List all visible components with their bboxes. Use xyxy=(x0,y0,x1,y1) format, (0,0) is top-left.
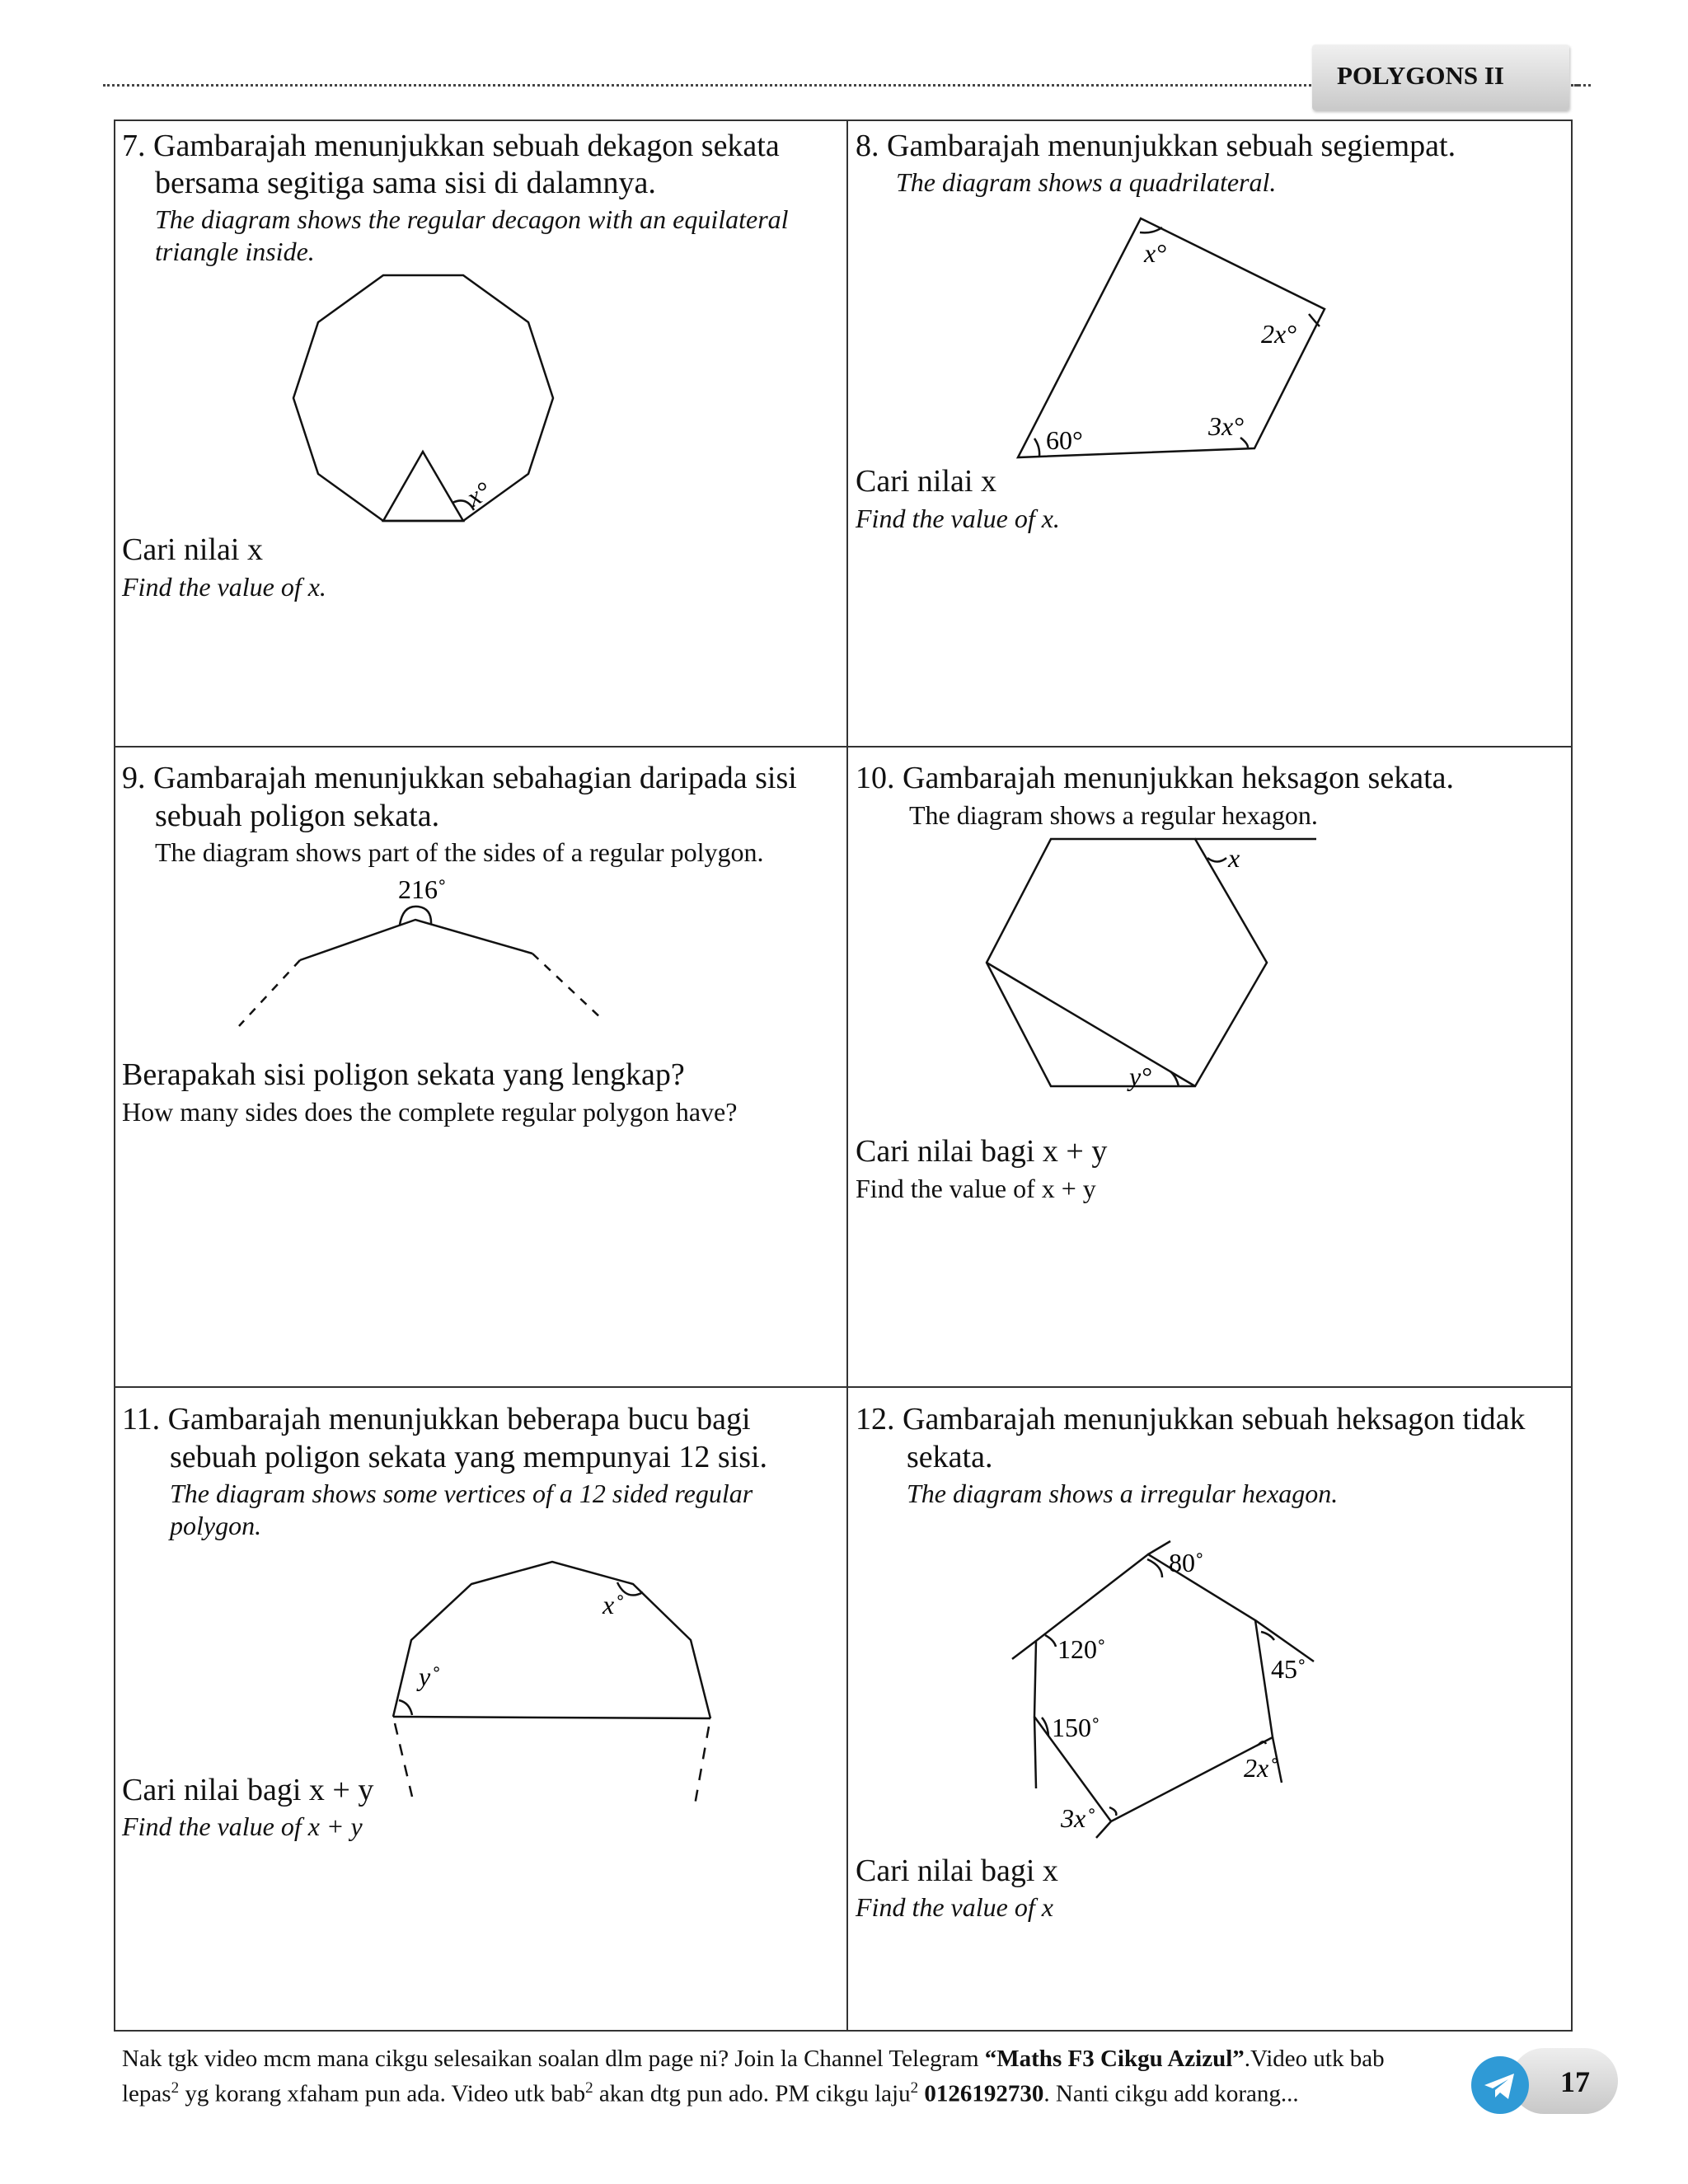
q12-label-45: 45˚ xyxy=(1271,1654,1306,1684)
telegram-plane-icon xyxy=(1471,2056,1529,2114)
q11-ask-english: Find the value of x + y xyxy=(122,1811,363,1841)
q7-english-line1: The diagram shows the regular decagon with an equilateral xyxy=(155,204,789,234)
q10-label-y: y° xyxy=(1129,1062,1151,1091)
q11-english-line1: The diagram shows some vertices of a 12 sided regular xyxy=(170,1479,753,1508)
q12-ask-english: Find the value of x xyxy=(856,1892,1053,1922)
chapter-title: POLYGONS II xyxy=(1337,61,1504,90)
q10-title-line1: 10. Gambarajah menunjukkan heksagon sekata. xyxy=(856,761,1454,795)
q12-label-80: 80˚ xyxy=(1169,1548,1204,1577)
q8-title-line1: 8. Gambarajah menunjukkan sebuah segiempat. xyxy=(856,129,1456,163)
q8-ask-english: Find the value of x. xyxy=(856,504,1060,533)
q11-title-line1: 11. Gambarajah menunjukkan beberapa bucu bagi xyxy=(122,1402,751,1436)
q11-title-line2: sebuah poligon sekata yang mempunyai 12 sisi. xyxy=(170,1440,768,1474)
q12-label-120: 120˚ xyxy=(1057,1634,1106,1664)
footer-text: .Video utk bab xyxy=(1244,2046,1385,2072)
q7-title-line1: 7. Gambarajah menunjukkan sebuah dekagon sekata xyxy=(122,129,780,163)
q8-english-line1: The diagram shows a quadrilateral. xyxy=(896,167,1277,197)
q12-english-line1: The diagram shows a irregular hexagon. xyxy=(907,1479,1339,1508)
footer-line2 xyxy=(122,2074,1441,2109)
page-number: 17 xyxy=(1560,2065,1590,2098)
q10-ask-malay: Cari nilai bagi x + y xyxy=(856,1134,1108,1169)
q11-ask-malay: Cari nilai bagi x + y xyxy=(122,1773,374,1807)
q8-label-2x: 2x° xyxy=(1261,319,1296,349)
footer-channel-name: “Maths F3 Cikgu Azizul” xyxy=(984,2046,1245,2072)
q12-label-3x: 3x˚ xyxy=(1061,1803,1095,1833)
q12-label-2x: 2x˚ xyxy=(1244,1753,1278,1783)
q11-polygon-diagram xyxy=(393,1562,710,1805)
footer-superscript: 2 xyxy=(171,2079,180,2097)
q9-ask-malay: Berapakah sisi poligon sekata yang lengkap? xyxy=(122,1057,685,1092)
footer-text: Nak tgk video mcm mana cikgu selesaikan soalan dlm page ni? Join la Channel Telegram xyxy=(122,2046,985,2072)
q7-label-x: x° xyxy=(461,475,496,513)
q12-label-150: 150˚ xyxy=(1052,1713,1100,1742)
q8-label-60: 60° xyxy=(1046,425,1083,455)
footer-superscript: 2 xyxy=(910,2079,919,2097)
q11-label-x: x˚ xyxy=(603,1590,623,1619)
q9-label-216: 216˚ xyxy=(398,874,447,904)
q7-english-line2: triangle inside. xyxy=(155,237,315,266)
footer-phone: 0126192730 xyxy=(924,2080,1044,2107)
q7-ask-english: Find the value of x. xyxy=(122,572,326,602)
q10-english-line1: The diagram shows a regular hexagon. xyxy=(909,800,1318,830)
footer-text: akan dtg pun ado. PM cikgu laju xyxy=(593,2080,911,2107)
footer-line1 xyxy=(122,2044,1441,2074)
q11-english-line2: polygon. xyxy=(170,1511,262,1540)
q9-english-line1: The diagram shows part of the sides of a regular polygon. xyxy=(155,837,764,867)
footer-superscript: 2 xyxy=(585,2079,593,2097)
q12-title-line1: 12. Gambarajah menunjukkan sebuah heksagon tidak xyxy=(856,1402,1526,1436)
footer-text: . Nanti cikgu add korang... xyxy=(1043,2080,1299,2107)
q9-polygon-diagram xyxy=(239,907,603,1026)
footer-text: lepas xyxy=(122,2080,171,2107)
q9-title-line1: 9. Gambarajah menunjukkan sebahagian daripada sisi xyxy=(122,761,797,795)
q12-hexagon-diagram xyxy=(1012,1541,1314,1838)
q12-ask-malay: Cari nilai bagi x xyxy=(856,1854,1058,1888)
q12-title-line2: sekata. xyxy=(907,1440,993,1474)
q7-ask-malay: Cari nilai x xyxy=(122,532,263,567)
q11-label-y: y˚ xyxy=(419,1661,439,1691)
q8-ask-malay: Cari nilai x xyxy=(856,464,996,499)
q10-label-x: x xyxy=(1228,843,1240,873)
q7-decagon-diagram xyxy=(293,275,553,521)
footer-text: yg korang xfaham pun ada. Video utk bab xyxy=(179,2080,586,2107)
footer-note xyxy=(122,2044,1441,2109)
q8-label-x: x° xyxy=(1144,238,1166,268)
q10-hexagon-diagram xyxy=(987,839,1316,1086)
q9-title-line2: sebuah poligon sekata. xyxy=(155,799,440,833)
telegram-icon[interactable] xyxy=(1471,2056,1529,2114)
q10-ask-english: Find the value of x + y xyxy=(856,1174,1096,1203)
q9-ask-english: How many sides does the complete regular polygon have? xyxy=(122,1097,738,1127)
q8-label-3x: 3x° xyxy=(1208,411,1244,441)
q7-title-line2: bersama segitiga sama sisi di dalamnya. xyxy=(155,166,656,200)
